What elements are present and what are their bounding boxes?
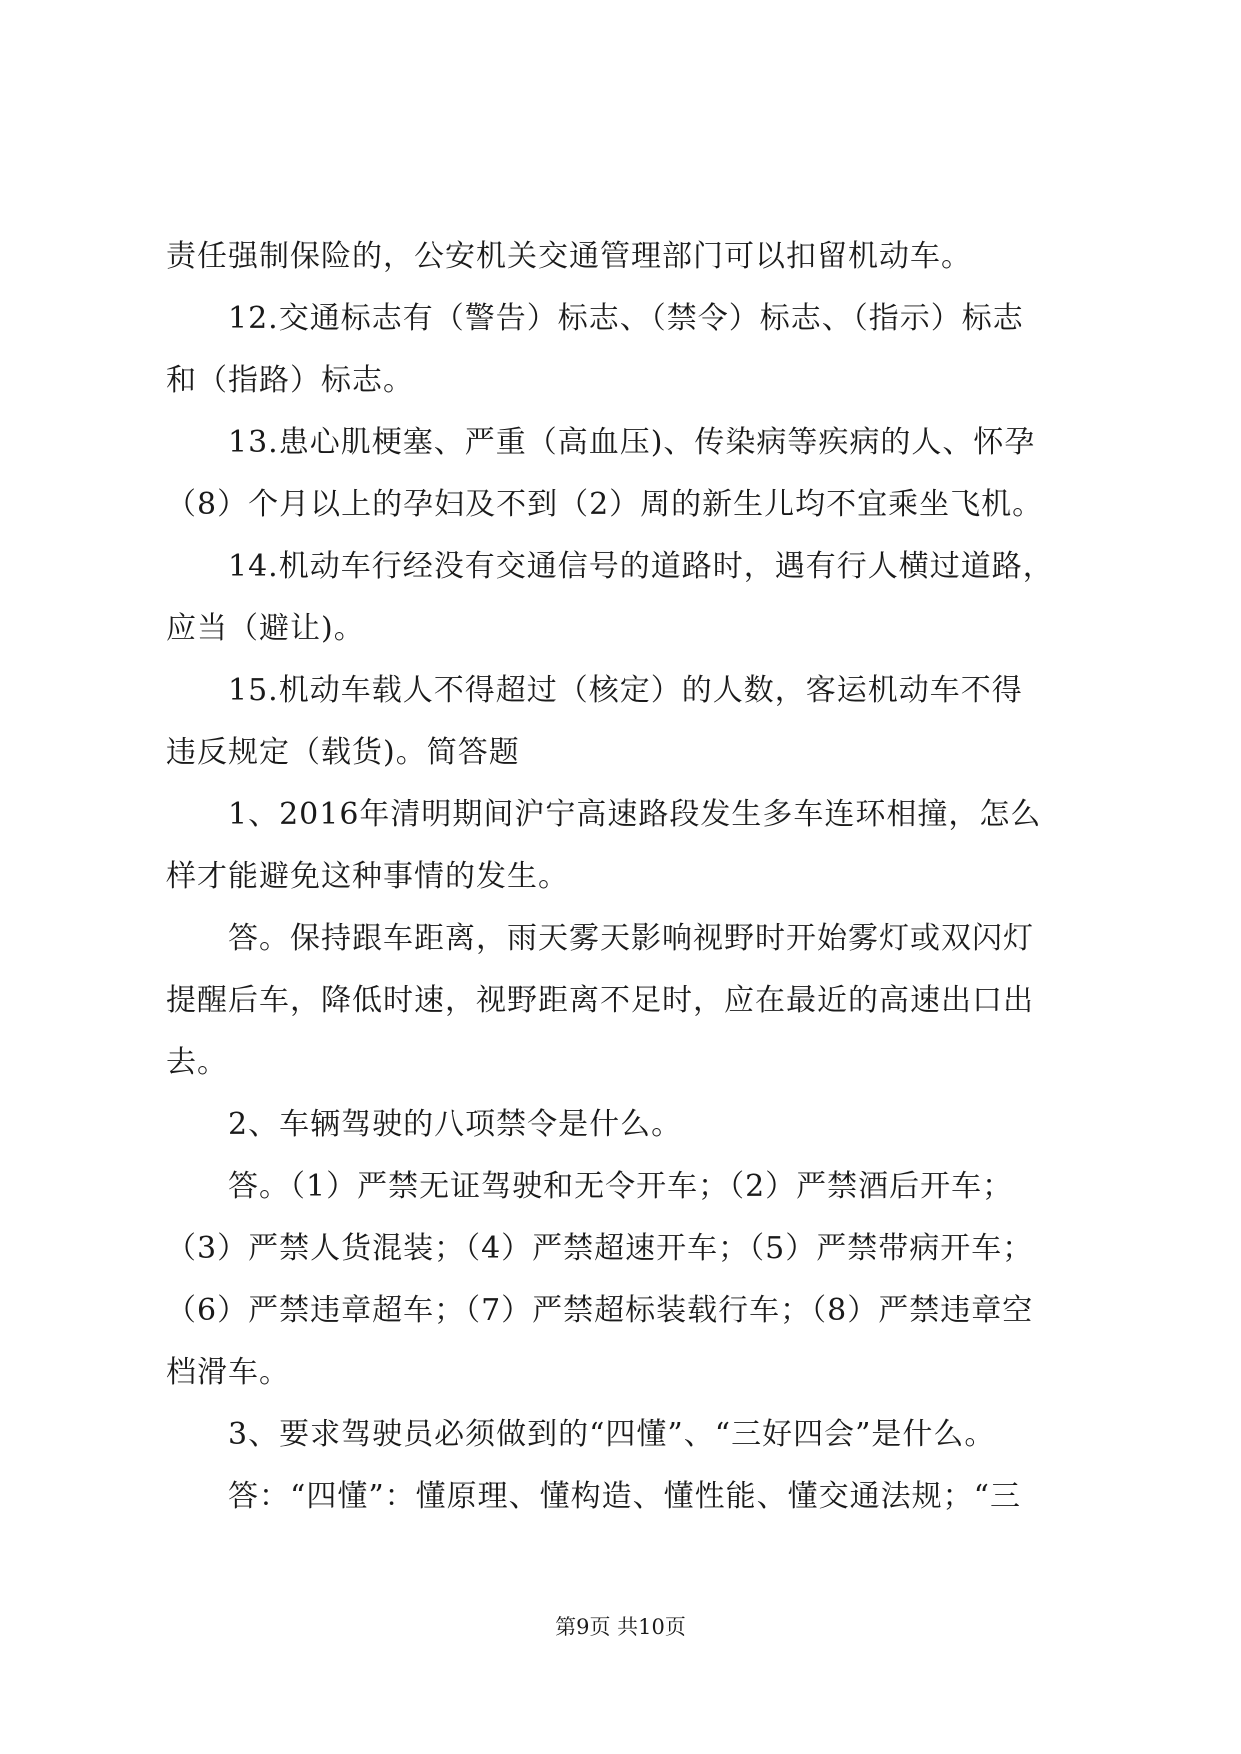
text-line: 15.机动车载人不得超过（核定）的人数，客运机动车不得 [228, 673, 1023, 708]
text-line: 答：“四懂”：懂原理、懂构造、懂性能、懂交通法规；“三 [228, 1479, 1022, 1514]
page-number-footer: 第9页 共10页 [555, 1615, 686, 1639]
text-line: 答。（1）严禁无证驾驶和无令开车；（2）严禁酒后开车； [228, 1169, 1014, 1204]
document-body [166, 226, 1076, 1528]
text-line: （8）个月以上的孕妇及不到（2）周的新生儿均不宜乘坐飞机。 [166, 487, 1044, 522]
text-line: 13.患心肌梗塞、严重（高血压)、传染病等疾病的人、怀孕 [228, 425, 1036, 460]
text-line: 答。保持跟车距离，雨天雾天影响视野时开始雾灯或双闪灯 [228, 921, 1034, 956]
text-line: 档滑车。 [166, 1355, 290, 1390]
text-line: 样才能避免这种事情的发生。 [166, 859, 569, 894]
text-line: 2、车辆驾驶的八项禁令是什么。 [228, 1107, 683, 1142]
text-line: 应当（避让)。 [166, 611, 365, 646]
text-line: 和（指路）标志。 [166, 363, 414, 398]
text-line: 去。 [166, 1045, 228, 1080]
text-line: 3、要求驾驶员必须做到的“四懂”、“三好四会”是什么。 [228, 1417, 996, 1452]
text-line: 1、2016年清明期间沪宁高速路段发生多车连环相撞，怎么 [228, 797, 1042, 832]
text-line: （3）严禁人货混装；（4）严禁超速开车；（5）严禁带病开车； [166, 1231, 1034, 1266]
text-line: 违反规定（载货)。简答题 [166, 735, 520, 770]
text-line: 12.交通标志有（警告）标志、（禁令）标志、（指示）标志 [228, 301, 1024, 336]
text-line: （6）严禁违章超车；（7）严禁超标装载行车；（8）严禁违章空 [166, 1293, 1034, 1328]
text-line: 责任强制保险的，公安机关交通管理部门可以扣留机动车。 [166, 239, 972, 274]
text-line: 14.机动车行经没有交通信号的道路时，遇有行人横过道路， [228, 549, 1054, 584]
text-line: 提醒后车，降低时速，视野距离不足时，应在最近的高速出口出 [166, 983, 1034, 1018]
